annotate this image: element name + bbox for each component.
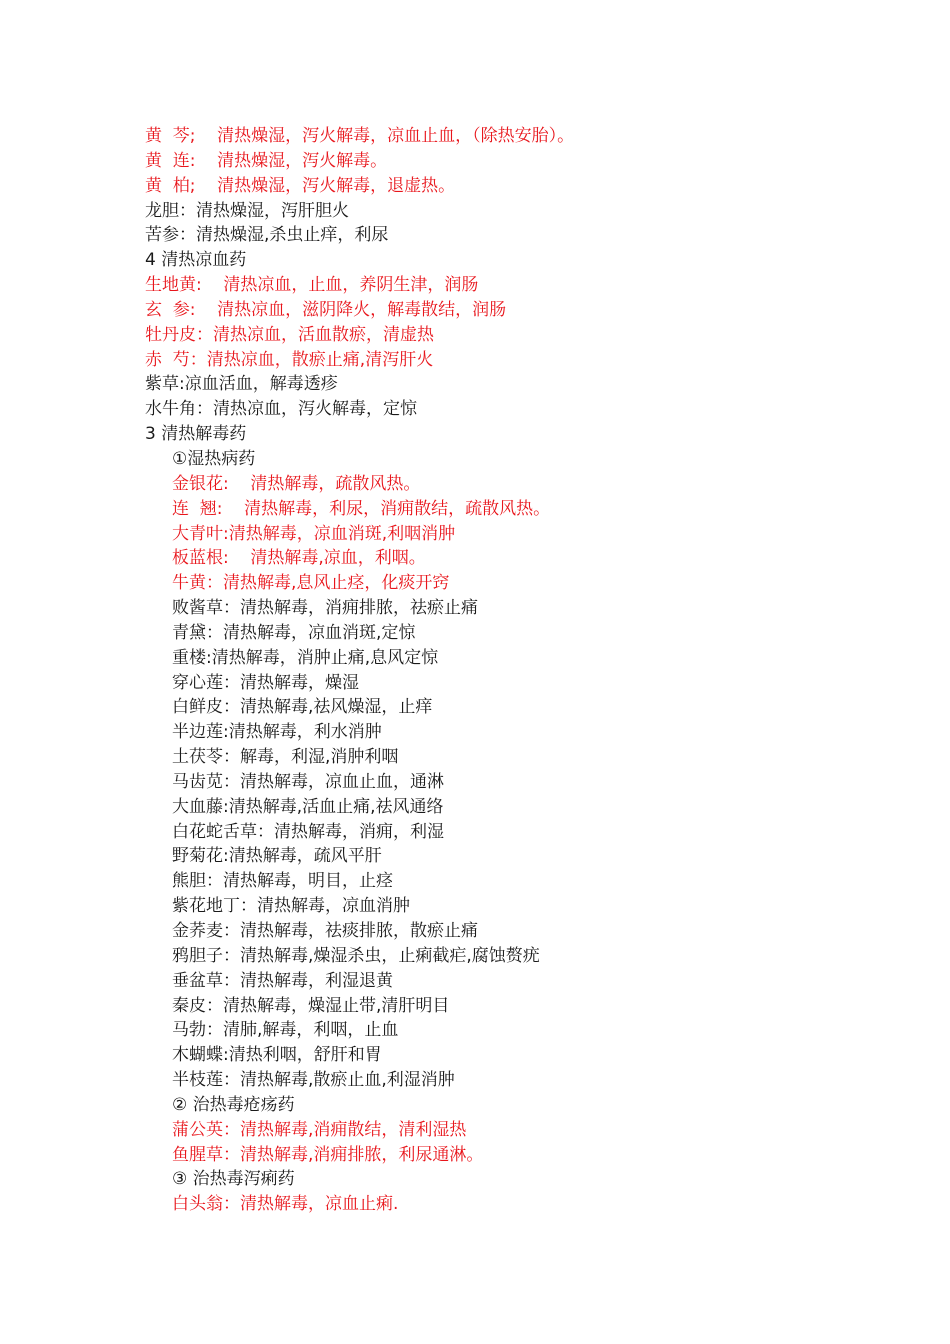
text-line: 半枝莲：清热解毒,散瘀止血,利湿消肿 <box>172 1070 455 1091</box>
text-line: 马勃：清肺,解毒，利咽，止血 <box>172 1020 399 1041</box>
text-line: 白鲜皮：清热解毒,祛风燥湿，止痒 <box>172 697 433 718</box>
herb-list <box>145 124 574 1217</box>
text-line: 木蝴蝶:清热利咽，舒肝和胃 <box>172 1045 382 1066</box>
text-line: 败酱草：清热解毒，消痈排脓，祛瘀止痛 <box>172 598 478 619</box>
text-line: 蒲公英：清热解毒,消痈散结，清利湿热 <box>172 1119 467 1140</box>
text-line: 龙胆：清热燥湿，泻肝胆火 <box>145 200 349 221</box>
text-line: 土茯苓：解毒，利湿,消肿利咽 <box>172 747 399 768</box>
text-line: 鱼腥草：清热解毒,消痈排脓，利尿通淋。 <box>172 1144 484 1165</box>
text-line: 生地黄: 清热凉血，止血，养阴生津，润肠 <box>145 275 479 296</box>
text-line: 半边莲:清热解毒，利水消肿 <box>172 722 382 743</box>
text-line: 黄 连: 清热燥湿，泻火解毒。 <box>145 150 388 171</box>
text-line: ③ 治热毒泻痢药 <box>172 1169 295 1190</box>
text-line: 黄 柏; 清热燥湿，泻火解毒，退虚热。 <box>145 175 456 196</box>
text-line: ② 治热毒疮疡药 <box>172 1094 295 1115</box>
text-line: 紫草:凉血活血，解毒透疹 <box>145 374 338 395</box>
text-line: 连 翘: 清热解毒，利尿，消痈散结，疏散风热。 <box>172 498 551 519</box>
text-line: 大青叶:清热解毒，凉血消斑,利咽消肿 <box>172 523 456 544</box>
text-line: 牡丹皮：清热凉血，活血散瘀，清虚热 <box>145 324 434 345</box>
text-line: ①湿热病药 <box>172 448 256 469</box>
text-line: 水牛角：清热凉血，泻火解毒，定惊 <box>145 399 417 420</box>
text-line: 玄 参: 清热凉血，滋阴降火，解毒散结，润肠 <box>145 299 507 320</box>
text-line: 3 清热解毒药 <box>145 424 247 445</box>
text-line: 4 清热凉血药 <box>145 250 247 271</box>
text-line: 秦皮：清热解毒，燥湿止带,清肝明目 <box>172 995 450 1016</box>
text-line: 鸦胆子：清热解毒,燥湿杀虫，止痢截疟,腐蚀赘疣 <box>172 945 540 966</box>
text-line: 白头翁：清热解毒，凉血止痢. <box>172 1194 399 1215</box>
text-line: 马齿苋：清热解毒，凉血止血，通淋 <box>172 771 444 792</box>
text-line: 板蓝根: 清热解毒,凉血，利咽。 <box>172 548 426 569</box>
text-line: 熊胆：清热解毒，明目，止痉 <box>172 871 393 892</box>
text-line: 白花蛇舌草：清热解毒，消痈，利湿 <box>172 821 444 842</box>
text-line: 垂盆草：清热解毒，利湿退黄 <box>172 970 393 991</box>
text-line: 苦参：清热燥湿,杀虫止痒，利尿 <box>145 225 389 246</box>
text-line: 大血藤:清热解毒,活血止痛,祛风通络 <box>172 796 444 817</box>
text-line: 赤 芍：清热凉血，散瘀止痛,清泻肝火 <box>145 349 434 370</box>
text-line: 重楼:清热解毒，消肿止痛,息风定惊 <box>172 647 439 668</box>
text-line: 野菊花:清热解毒，疏风平肝 <box>172 846 382 867</box>
text-line: 牛黄：清热解毒,息风止痉，化痰开窍 <box>172 573 450 594</box>
text-line: 穿心莲：清热解毒，燥湿 <box>172 672 359 693</box>
text-line: 紫花地丁：清热解毒，凉血消肿 <box>172 896 410 917</box>
text-line: 青黛：清热解毒，凉血消斑,定惊 <box>172 622 416 643</box>
text-line: 黄 芩; 清热燥湿，泻火解毒，凉血止血，（除热安胎）。 <box>145 126 575 146</box>
text-line: 金荞麦：清热解毒，祛痰排脓，散瘀止痛 <box>172 921 478 941</box>
text-line: 金银花: 清热解毒，疏散风热。 <box>172 473 421 494</box>
